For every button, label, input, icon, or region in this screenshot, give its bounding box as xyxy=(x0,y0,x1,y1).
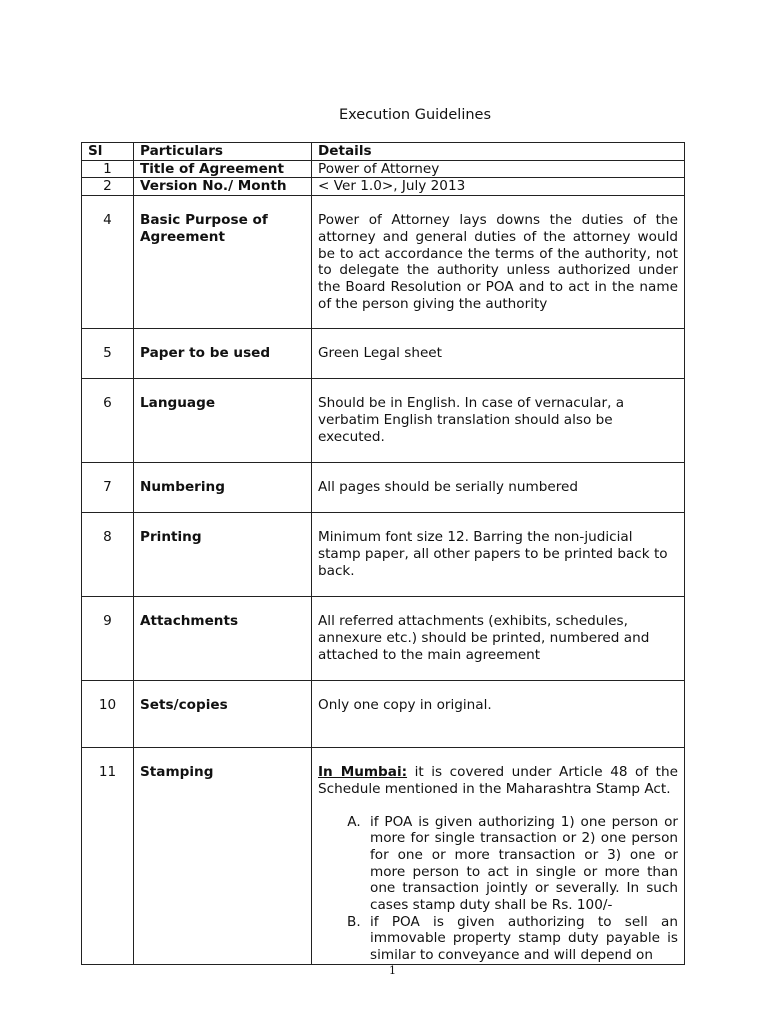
guidelines-table xyxy=(81,142,685,965)
row-sl: 1 xyxy=(82,160,134,178)
row-sl: 8 xyxy=(82,513,134,597)
row-sl: 2 xyxy=(82,178,134,196)
row-detail: < Ver 1.0>, July 2013 xyxy=(312,178,685,196)
table-row xyxy=(82,329,685,379)
table-row xyxy=(82,463,685,513)
table-row xyxy=(82,196,685,329)
row-sl: 5 xyxy=(82,329,134,379)
row-particular: Sets/copies xyxy=(134,681,312,748)
stamping-location-label: In Mumbai: xyxy=(318,764,408,781)
header-details: Details xyxy=(312,143,685,161)
table-row xyxy=(82,597,685,681)
table-row xyxy=(82,160,685,178)
row-particular: Printing xyxy=(134,513,312,597)
document-title: Execution Guidelines xyxy=(338,107,492,123)
row-detail: Should be in English. In case of vernacular, a verbatim English translation should also be executed. xyxy=(312,379,685,463)
row-particular: Numbering xyxy=(134,463,312,513)
table-row xyxy=(82,178,685,196)
row-detail: Minimum font size 12. Barring the non-judicial stamp paper, all other papers to be printed back to back. xyxy=(312,513,685,597)
row-detail: Green Legal sheet xyxy=(312,329,685,379)
list-item: B. if POA is given authorizing to sell an immovable property stamp duty payable is similar to conveyance and will depend on xyxy=(365,914,678,964)
row-sl: 10 xyxy=(82,681,134,748)
row-particular: Paper to be used xyxy=(134,329,312,379)
row-detail xyxy=(312,748,685,965)
row-detail: All pages should be serially numbered xyxy=(312,463,685,513)
stamping-conditions-list xyxy=(318,814,678,964)
row-sl: 11 xyxy=(82,748,134,965)
row-particular: Version No./ Month xyxy=(134,178,312,196)
row-sl: 6 xyxy=(82,379,134,463)
row-detail: Power of Attorney xyxy=(312,160,685,178)
table-row xyxy=(82,681,685,748)
stamping-intro-text: it is covered under Article 48 of the Schedule mentioned in the Maharashtra Stamp Act. xyxy=(318,764,678,797)
table-row xyxy=(82,748,685,965)
row-sl: 7 xyxy=(82,463,134,513)
table-row xyxy=(82,379,685,463)
row-particular: Attachments xyxy=(134,597,312,681)
header-particulars: Particulars xyxy=(134,143,312,161)
row-particular: Stamping xyxy=(134,748,312,965)
table-header-row xyxy=(82,143,685,161)
row-particular: Title of Agreement xyxy=(134,160,312,178)
row-detail: Only one copy in original. xyxy=(312,681,685,748)
list-item: A. if POA is given authorizing 1) one person or more for single transaction or 2) one person for one or more transaction or 3) one or more person to act in single or more than one transaction jointly or severally. In such cases stamp duty shall be Rs. 100/- xyxy=(365,814,678,914)
row-particular: Language xyxy=(134,379,312,463)
row-sl: 4 xyxy=(82,196,134,329)
row-sl: 9 xyxy=(82,597,134,681)
row-detail: All referred attachments (exhibits, schedules, annexure etc.) should be printed, numbered and attached to the main agreement xyxy=(312,597,685,681)
row-particular: Basic Purpose of Agreement xyxy=(134,196,312,329)
table-row xyxy=(82,513,685,597)
page-number: 1 xyxy=(389,964,396,977)
row-detail: Power of Attorney lays downs the duties of the attorney and general duties of the attorney would be to act accordance the terms of the authority, not to delegate the authority unless authorized under the Board Resolution or POA and to act in the name of the person giving the authority xyxy=(312,196,685,329)
header-sl: Sl xyxy=(82,143,134,161)
